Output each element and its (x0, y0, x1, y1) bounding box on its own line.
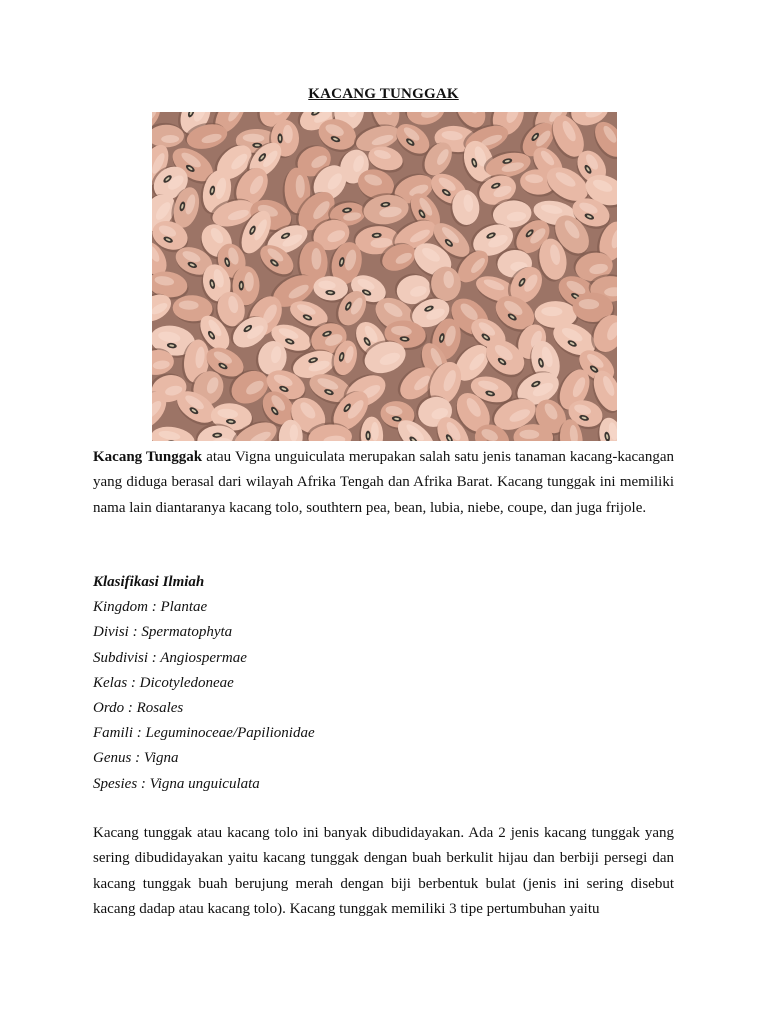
classification-item: Kelas : Dicotyledoneae (93, 674, 234, 691)
second-paragraph: Kacang tunggak atau kacang tolo ini banyak dibudidayakan. Ada 2 jenis kacang tunggak yang sering dibudidayakan yaitu kacang tunggak dengan buah berkulit hijau dan berbiji persegi dan kacang tunggak buah berujung merah dengan biji berbentuk bulat (jenis ini sering disebut kacang dadap atau kacang tolo). Kacang tunggak memiliki 3 tipe pertumbuhan yaitu (93, 825, 674, 917)
classification-heading: Klasifikasi Ilmiah (93, 574, 205, 590)
classification-item: Divisi : Spermatophyta (93, 624, 233, 641)
classification-item: Spesies : Vigna unguiculata (93, 775, 260, 792)
intro-lead: Kacang Tunggak (93, 449, 203, 465)
intro-paragraph (93, 445, 674, 521)
beans-image (152, 112, 617, 441)
beans-photo (152, 112, 617, 441)
classification-item: Subdivisi : Angiospermae (93, 649, 247, 666)
classification-item: Ordo : Rosales (93, 700, 184, 717)
classification-item: Famili : Leguminoceae/Papilionidae (93, 725, 315, 742)
classification-item: Genus : Vigna (93, 750, 179, 767)
classification-section (93, 570, 674, 797)
intro-text: atau Vigna unguiculata merupakan salah satu jenis tanaman kacang-kacangan yang diduga berasal dari wilayah Afrika Tengah dan Afrika Barat. Kacang tunggak ini memiliki nama lain diantaranya kacang tolo, southtern pea, bean, lubia, niebe, coupe, dan juga frijole. (93, 449, 674, 516)
classification-item: Kingdom : Plantae (93, 599, 208, 616)
document-title: KACANG TUNGGAK (308, 86, 459, 102)
